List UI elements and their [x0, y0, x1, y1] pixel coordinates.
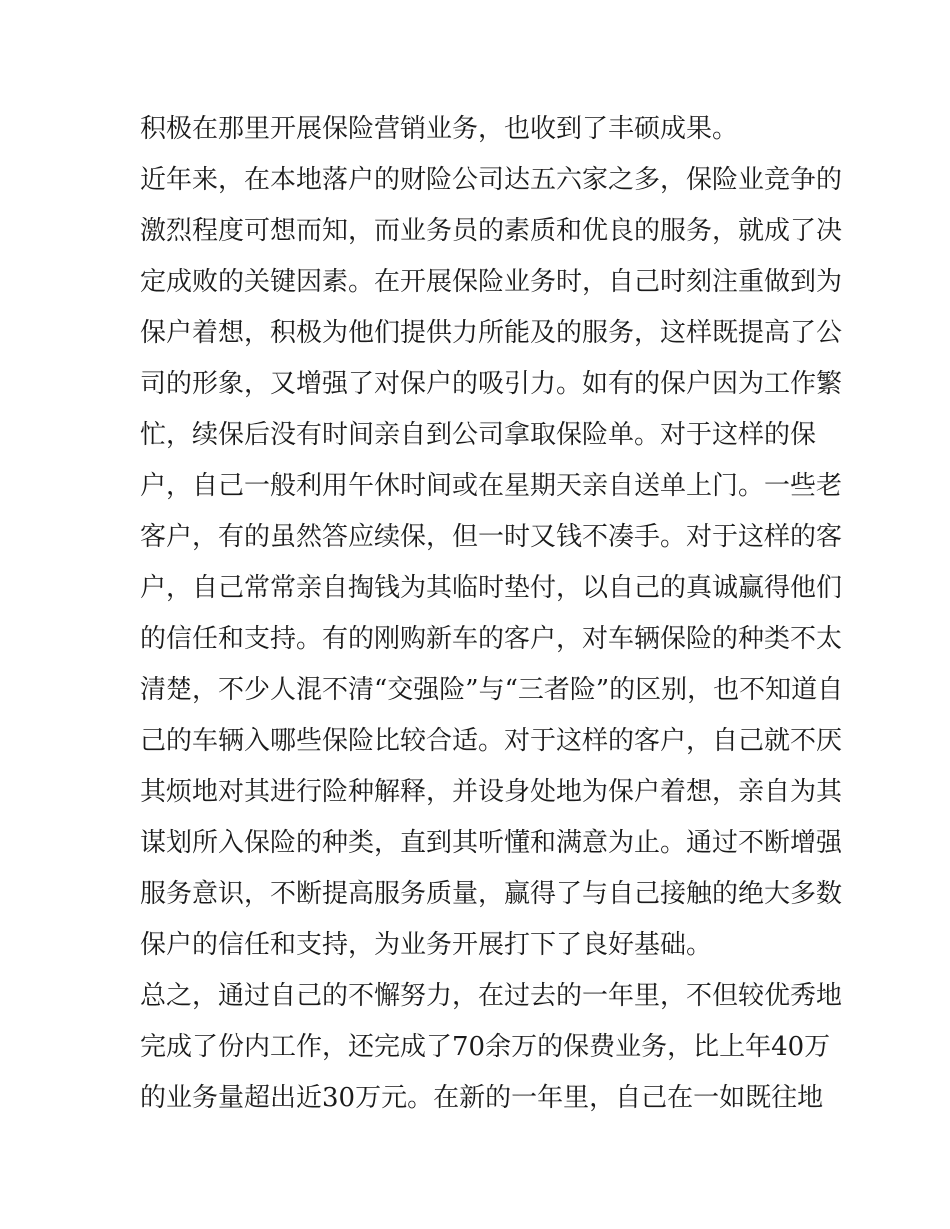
text-line: 总之，通过自己的不懈努力，在过去的一年里，不但较优秀地 — [140, 981, 843, 1011]
text-line: 积极在那里开展保险营销业务，也收到了丰硕成果。 — [140, 114, 739, 144]
text-line: 忙，续保后没有时间亲自到公司拿取保险单。对于这样的保 — [140, 420, 817, 450]
text-line: 近年来，在本地落户的财险公司达五六家之多，保险业竞争的 — [140, 165, 843, 195]
text-line: 的信任和支持。有的刚购新车的客户，对车辆保险的种类不太 — [140, 624, 843, 654]
text-line: 客户，有的虽然答应续保，但一时又钱不凑手。对于这样的客 — [140, 522, 843, 552]
text-line: 其烦地对其进行险种解释，并设身处地为保户着想，亲自为其 — [140, 777, 843, 807]
text-line: 服务意识，不断提高服务质量，赢得了与自己接触的绝大多数 — [140, 879, 843, 909]
text-line: 定成败的关键因素。在开展保险业务时，自己时刻注重做到为 — [140, 267, 843, 297]
text-line: 激烈程度可想而知，而业务员的素质和优良的服务，就成了决 — [140, 216, 843, 246]
text-line: 户，自己常常亲自掏钱为其临时垫付，以自己的真诚赢得他们 — [140, 573, 843, 603]
text-line: 己的车辆入哪些保险比较合适。对于这样的客户，自己就不厌 — [140, 726, 843, 756]
text-line: 的业务量超出近30万元。在新的一年里，自己在一如既往地 — [140, 1083, 824, 1113]
text-line: 完成了份内工作，还完成了70余万的保费业务，比上年40万 — [140, 1032, 831, 1062]
text-line: 户，自己一般利用午休时间或在星期天亲自送单上门。一些老 — [140, 471, 843, 501]
text-line: 保户着想，积极为他们提供力所能及的服务，这样既提高了公 — [140, 318, 843, 348]
text-line: 司的形象，又增强了对保户的吸引力。如有的保户因为工作繁 — [140, 369, 843, 399]
text-line: 谋划所入保险的种类，直到其听懂和满意为止。通过不断增强 — [140, 828, 843, 858]
text-line: 清楚，不少人混不清“交强险”与“三者险”的区别，也不知道自 — [140, 675, 844, 705]
text-line: 保户的信任和支持，为业务开展打下了良好基础。 — [140, 930, 713, 960]
